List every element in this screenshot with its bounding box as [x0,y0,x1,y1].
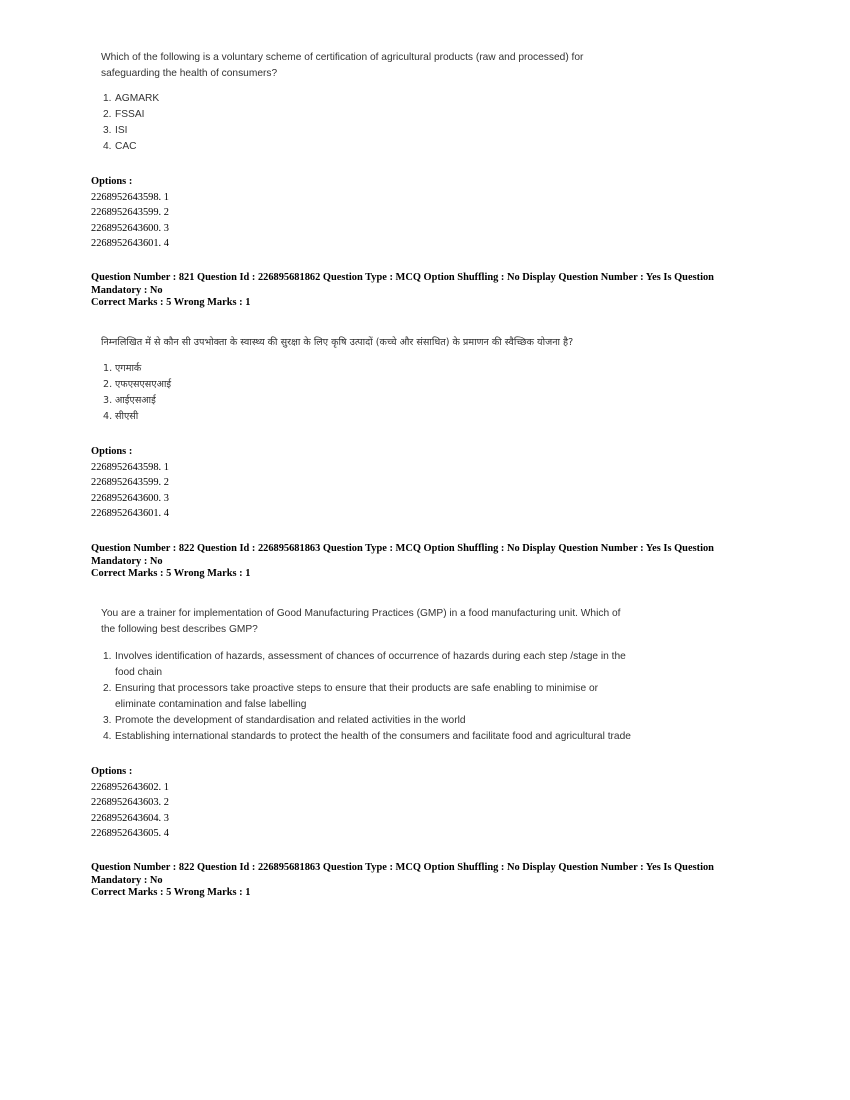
choice-item: 4. Establishing international standards to protect the health of the consumers and facilitate food and agricultural trade [103,731,631,742]
meta-line: Question Number : 821 Question Id : 226895681862 Question Type : MCQ Option Shuffling : No Display Question Number : Yes Is Question [91,272,714,283]
option-id: 2268952643601. 4 [91,508,169,520]
meta-line: Question Number : 822 Question Id : 226895681863 Question Type : MCQ Option Shuffling : No Display Question Number : Yes Is Question [91,862,714,873]
choice-item: 2. Ensuring that processors take proactive steps to ensure that their products are safe enabling to minimise or eliminate contamination and false labelling [103,683,599,710]
question-line: safeguarding the health of consumers? [101,68,278,79]
option-id: 2268952643600. 3 [91,222,169,234]
choice-item: 1. Involves identification of hazards, assessment of chances of occurrence of hazards during each step /stage in the food chain [103,651,626,678]
question-line: Which of the following is a voluntary scheme of certification of agricultural products (raw and processed) for [101,52,584,63]
option-id: 2268952643602. 1 [91,781,169,793]
option-id: 2268952643599. 2 [91,477,169,489]
question-line: निम्नलिखित में से कौन सी उपभोक्ता के स्वास्थ्य की सुरक्षा के लिए कृषि उत्पादों (कच्चे और संसाधित) के प्रमाणन की स्वैच्छिक योजना है? [101,337,574,348]
meta-line: Correct Marks : 5 Wrong Marks : 1 [91,568,251,579]
choice-list [103,649,753,745]
meta-line: Correct Marks : 5 Wrong Marks : 1 [91,887,251,898]
choice-item: 2. एफएसएसएआई [103,379,172,390]
choice-item: 1. AGMARK [103,93,160,104]
option-id: 2268952643600. 3 [91,492,169,504]
meta-line: Question Number : 822 Question Id : 226895681863 Question Type : MCQ Option Shuffling : No Display Question Number : Yes Is Question [91,543,714,554]
choice-item: 2. FSSAI [103,109,145,120]
meta-line: Mandatory : No [91,284,163,296]
meta-line: Mandatory : No [91,874,163,886]
options-block [91,444,169,522]
question-meta [91,543,751,581]
choice-list [103,91,159,155]
question-text [101,335,721,351]
choice-item: 4. सीएसी [103,411,139,422]
choice-item: 3. आईएसआई [103,395,156,406]
question-text [101,606,751,638]
question-text [101,50,741,82]
option-id: 2268952643603. 2 [91,797,169,809]
option-id: 2268952643598. 1 [91,191,169,203]
question-meta [91,862,751,900]
question-line: You are a trainer for implementation of Good Manufacturing Practices (GMP) in a food manufacturing unit. Which of [101,608,621,619]
option-id: 2268952643599. 2 [91,207,169,219]
options-label: Options : [91,766,133,777]
option-id: 2268952643604. 3 [91,812,169,824]
choice-item: 3. ISI [103,125,128,136]
choice-item: 4. CAC [103,141,137,152]
options-block [91,764,169,842]
meta-line: Mandatory : No [91,555,163,567]
question-meta [91,272,751,310]
choice-item: 3. Promote the development of standardisation and related activities in the world [103,715,466,726]
meta-line: Correct Marks : 5 Wrong Marks : 1 [91,297,251,308]
choice-list [103,361,171,425]
choice-item: 1. एगमार्क [103,363,142,374]
options-block [91,174,169,252]
option-id: 2268952643598. 1 [91,461,169,473]
question-line: the following best describes GMP? [101,624,258,635]
options-label: Options : [91,446,133,457]
options-label: Options : [91,176,133,187]
option-id: 2268952643605. 4 [91,828,169,840]
option-id: 2268952643601. 4 [91,238,169,250]
